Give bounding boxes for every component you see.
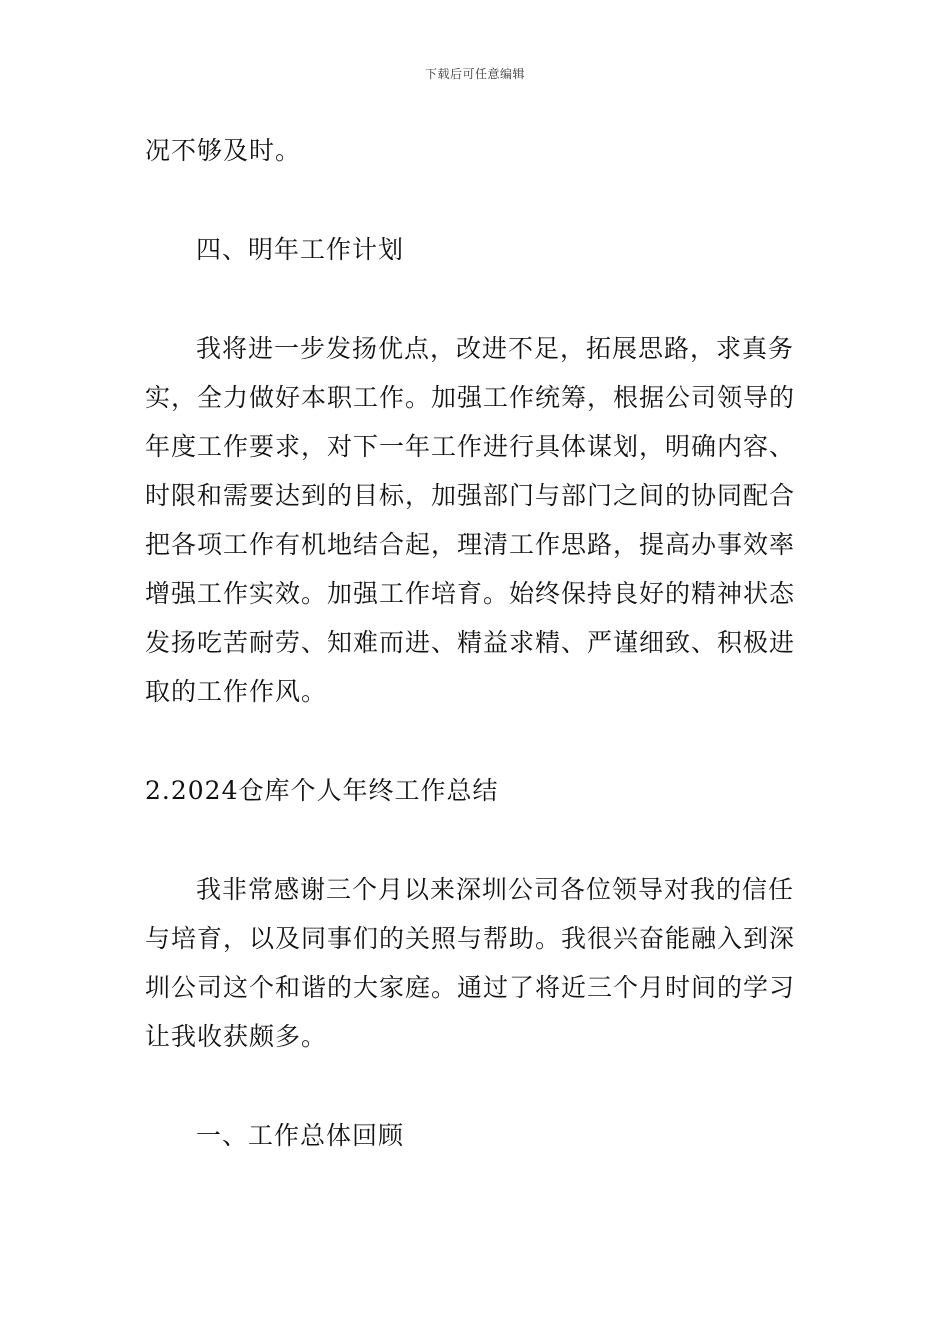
paragraph-line: 年度工作要求，对下一年工作进行具体谋划，明确内容、 (145, 432, 796, 461)
document-body (145, 126, 805, 1160)
paragraph-plan (145, 324, 805, 716)
section-heading-plan: 四、明年工作计划 (196, 235, 405, 264)
paragraph-gap (145, 815, 805, 865)
paragraph-line: 时限和需要达到的目标，加强部门与部门之间的协同配合 (145, 481, 796, 510)
paragraph-line: 我将进一步发扬优点，改进不足，拓展思路，求真务 (196, 334, 795, 363)
paragraph-line: 把各项工作有机地结合起，理清工作思路，提高办事效率 (145, 530, 796, 559)
section-title: 2.2024仓库个人年终工作总结 (145, 776, 499, 805)
paragraph-thanks (145, 865, 805, 1061)
paragraph-gap (145, 274, 805, 324)
paragraph-line: 与培育，以及同事们的关照与帮助。我很兴奋能融入到深 (145, 924, 796, 953)
paragraph-line: 实，全力做好本职工作。加强工作统筹，根据公司领导的 (145, 383, 796, 412)
paragraph-line: 况不够及时。 (145, 136, 302, 165)
paragraph-line: 发扬吃苦耐劳、知难而进、精益求精、严谨细致、积极进 (145, 628, 796, 657)
paragraph-gap (145, 1061, 805, 1111)
paragraph-line: 增强工作实效。加强工作培育。始终保持良好的精神状态 (145, 579, 796, 608)
header-note: 下载后可任意编辑 (424, 67, 525, 81)
paragraph-gap (145, 716, 805, 766)
paragraph-line: 让我收获颇多。 (145, 1022, 328, 1051)
paragraph-line: 我非常感谢三个月以来深圳公司各位领导对我的信任 (196, 875, 795, 904)
paragraph-line: 圳公司这个和谐的大家庭。通过了将近三个月时间的学习 (145, 973, 796, 1002)
section-heading-review: 一、工作总体回顾 (196, 1121, 405, 1150)
paragraph-line: 取的工作作风。 (145, 677, 328, 706)
paragraph-gap (145, 175, 805, 225)
